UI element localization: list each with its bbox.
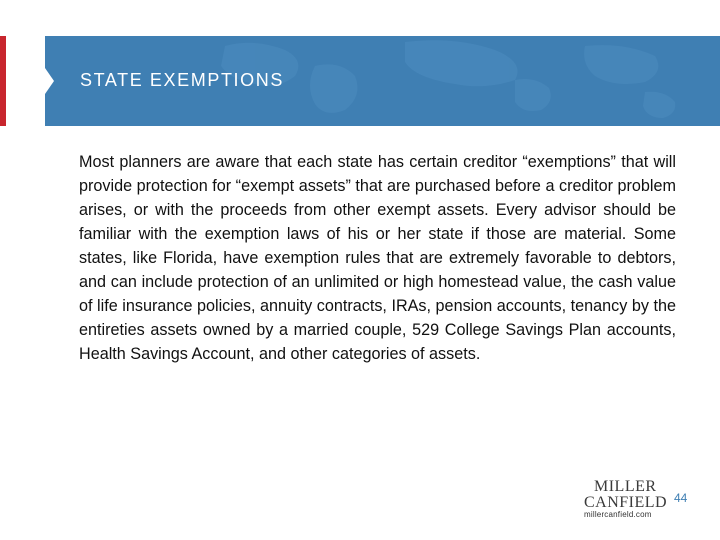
logo-line-2: CANFIELD: [584, 494, 668, 510]
slide-title: STATE EXEMPTIONS: [80, 70, 284, 90]
page-number: 44: [674, 491, 688, 505]
logo-url: millercanfield.com: [584, 510, 652, 519]
red-accent-bar: [0, 36, 6, 126]
body-paragraph: Most planners are aware that each state has certain creditor “exemptions” that will provide protection for “exempt assets” that are purchased before a creditor problem arises, or with the proceeds from other exempt assets. Every advisor should be familiar with the exemption laws of his or her state if those are material. Some states, like Florida, have exemption rules that are extremely favorable to debtors, and can include protection of an unlimited or high homestead value, the cash value of life insurance policies, annuity contracts, IRAs, pension accounts, tenancy by the entireties assets owned by a married couple, 529 College Savings Plan accounts, Health Savings Account, and other categories of assets.: [79, 153, 676, 363]
banner-notch: [45, 68, 54, 94]
logo-line-1: MILLER: [594, 478, 657, 495]
